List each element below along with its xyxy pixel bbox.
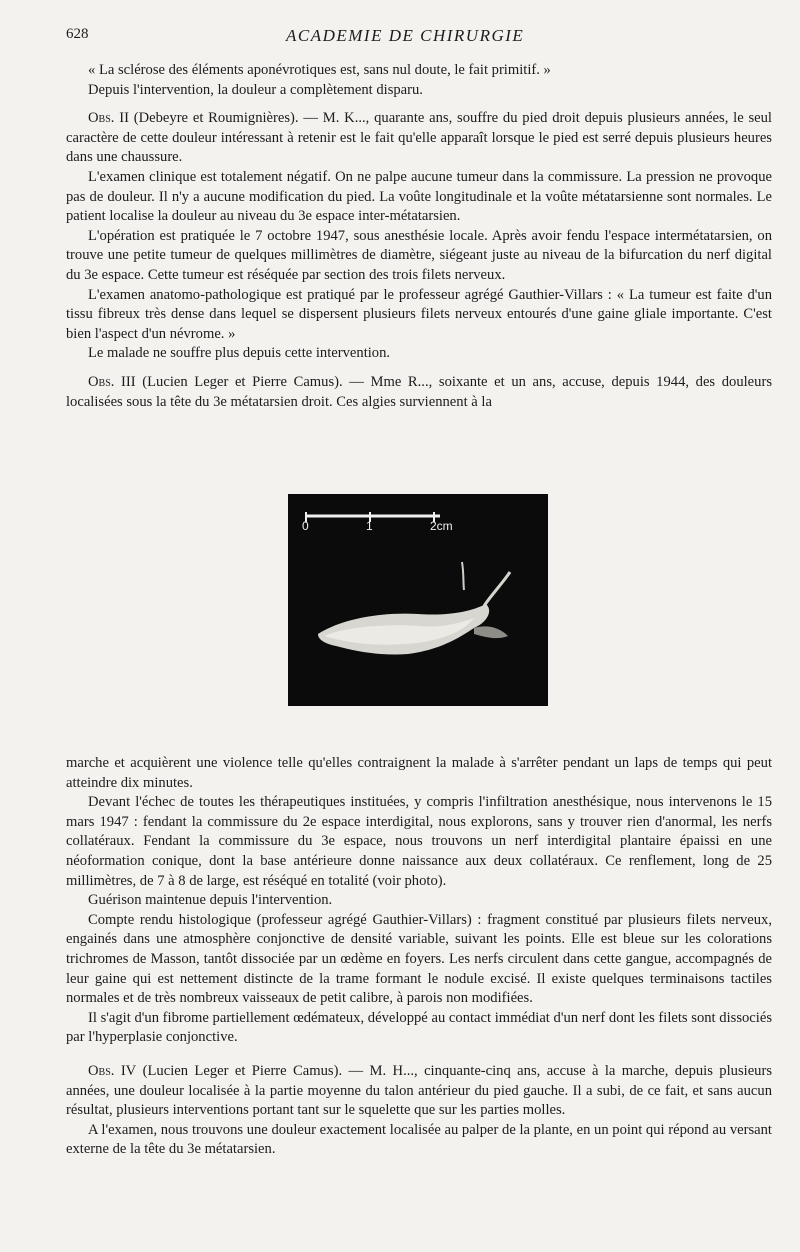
observation-3: [66, 373, 772, 412]
observation-text: (Lucien Leger et Pierre Camus). — M. H..., cinquante-cinq ans, accuse à la marche, depuis plusieurs années, une douleur localisée à la partie moyenne du talon antérieur du pied gauche. Il a subi, de ce fait, et sans aucun résultat, plusieurs interventions portant tant sur le squelette que sur les parties molles.: [66, 1062, 773, 1119]
scale-label-0: 0: [302, 519, 309, 533]
page-number: 628: [66, 26, 89, 42]
paragraph: Compte rendu histologique (professeur agrégé Gauthier-Villars) : fragment constitué par plusieurs filets nerveux, engainés dans une atmosphère conjonctive de densité variable, suivant les points. Elle est bleue sur les colorations trichromes de Masson, tantôt dissociée par un œdème en foyers. Les nerfs circulent dans cette gangue, accompagnés de leur gaine qui est nettement distincte de la trame formant le nodule excisé. Il existe quelques terminaisons tactiles normales et de très nombreux vaisseaux de petit calibre, à parois non modifiées.: [66, 911, 772, 1007]
running-title: ACADEMIE DE CHIRURGIE: [286, 26, 525, 45]
paragraph: Guérison maintenue depuis l'intervention.: [88, 892, 333, 909]
observation-4: [66, 1062, 772, 1121]
observation-label: Obs. IV: [88, 1062, 137, 1079]
paragraph: Depuis l'intervention, la douleur a complètement disparu.: [88, 81, 423, 98]
specimen-photograph: [288, 494, 548, 706]
paragraph: Le malade ne souffre plus depuis cette intervention.: [88, 345, 391, 362]
specimen-photo-image: [288, 494, 548, 706]
paragraph: L'examen clinique est totalement négatif. On ne palpe aucune tumeur dans la commissure. La pression ne provoque pas de douleur. Il n'y a aucune modification du pied. La voûte longitudinale et la voûte métatarsienne sont normales. Le patient localise la douleur au niveau du 3e espace inter-métatarsien.: [66, 168, 772, 225]
observation-label: Obs. III: [88, 373, 136, 390]
paragraph: marche et acquièrent une violence telle qu'elles contraignent la malade à s'arrêter pendant un laps de temps qui peut atteindre dix minutes.: [66, 755, 772, 791]
scale-label-1: 1: [366, 519, 373, 533]
paragraph: L'opération est pratiquée le 7 octobre 1947, sous anesthésie locale. Après avoir fendu l'espace intermétatarsien, on trouve une petite tumeur de quelques millimètres de diamètre, siégeant juste au niveau de la bifurcation du nerf digital du 3e espace. Cette tumeur est réséquée par section des trois filets nerveux.: [66, 227, 772, 283]
text-block-bottom: [66, 754, 772, 1160]
paragraph: Devant l'échec de toutes les thérapeutiques instituées, y compris l'infiltration anesthésique, nous intervenons le 15 mars 1947 : fendant la commissure du 2e espace interdigital, nous explorons, sans y trouver rien d'anormal, les nerfs collatéraux. Fendant la commissure du 3e espace, nous trouvons un nerf interdigital plantaire épaissi en une néoformation conique, dont la base antérieure donne naissance aux deux collatéraux. Ce renflement, long de 25 millimètres, de 7 à 8 de large, est réséqué en totalité (voir photo).: [66, 794, 772, 889]
scale-label-2cm: 2cm: [430, 519, 453, 533]
paragraph: A l'examen, nous trouvons une douleur exactement localisée au palper de la plante, en un point qui répond au versant externe de la tête du 3e métatarsien.: [66, 1121, 772, 1158]
paragraph: « La sclérose des éléments aponévrotiques est, sans nul doute, le fait primitif. »: [88, 62, 551, 78]
text-block-top: [66, 61, 772, 412]
paragraph: Il s'agit d'un fibrome partiellement œdémateux, développé au contact immédiat d'un nerf dont les filets sont dissociés par l'hyperplasie conjonctive.: [66, 1009, 772, 1046]
observation-text: (Lucien Leger et Pierre Camus). — Mme R..., soixante et un ans, accuse, depuis 1944, des douleurs localisées sous la tête du 3e métatarsien droit. Ces algies surviennent à la: [66, 373, 772, 410]
observation-2: [66, 109, 772, 168]
page-header: [66, 26, 760, 48]
observation-label: Obs. II: [88, 110, 129, 127]
observation-text: (Debeyre et Roumignières). — M. K..., quarante ans, souffre du pied droit depuis plusieurs années, le seul caractère de cette douleur intéressant à retenir est le fait qu'elle apparaît lorsque le pied est serré depuis plusieurs heures dans une chaussure.: [66, 110, 772, 166]
paragraph: L'examen anatomo-pathologique est pratiqué par le professeur agrégé Gauthier-Villars : « La tumeur est faite d'un tissu fibreux très dense dans lequel se dispersent plusieurs filets nerveux entourés d'une gaine gliale importante. C'est bien l'aspect d'un névrome. »: [66, 286, 772, 342]
